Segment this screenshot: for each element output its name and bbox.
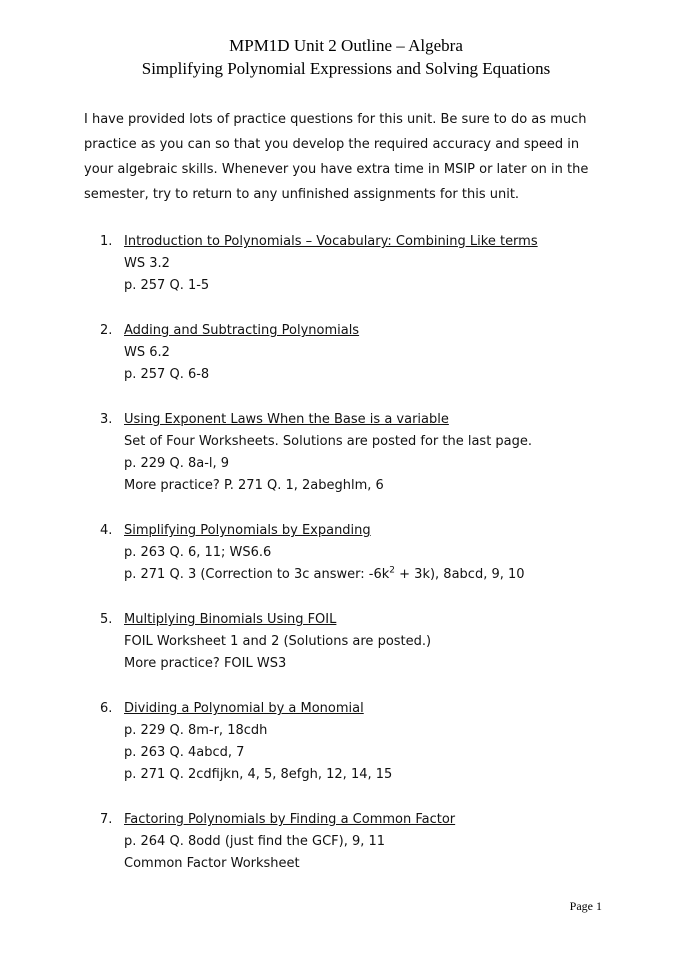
outline-item xyxy=(100,698,608,786)
item-number: 5. xyxy=(100,612,113,627)
item-content xyxy=(124,231,608,297)
item-line: p. 263 Q. 4abcd, 7 xyxy=(124,745,245,760)
outline-item xyxy=(100,231,608,297)
item-heading: Factoring Polynomials by Finding a Common Factor xyxy=(124,812,456,827)
item-line: p. 257 Q. 6-8 xyxy=(124,367,210,382)
item-heading: Dividing a Polynomial by a Monomial xyxy=(124,701,364,716)
item-line: p. 229 Q. 8m-r, 18cdh xyxy=(124,723,268,738)
intro-paragraph: I have provided lots of practice questions for this unit. Be sure to do as much practice as you can so that you develop the required accuracy and speed in your algebraic skills. Whenever you have extra time in MSIP or later on in the semester, try to return to any unfinished assignments for this unit. xyxy=(84,112,589,202)
item-number: 1. xyxy=(100,234,113,249)
item-lines xyxy=(124,631,608,675)
title-line-2: Simplifying Polynomial Expressions and Solving Equations xyxy=(141,59,551,78)
outline-item xyxy=(100,320,608,386)
item-content xyxy=(124,520,608,586)
item-line: p. 229 Q. 8a-l, 9 xyxy=(124,456,230,471)
item-lines xyxy=(124,253,608,297)
item-line: Common Factor Worksheet xyxy=(124,856,300,871)
item-content xyxy=(124,409,608,497)
page-footer: Page 1 xyxy=(569,899,602,913)
outline-list xyxy=(100,231,608,875)
item-line: p. 257 Q. 1-5 xyxy=(124,278,210,293)
item-number: 7. xyxy=(100,812,113,827)
outline-item xyxy=(100,520,608,586)
item-content xyxy=(124,609,608,675)
outline-item xyxy=(100,609,608,675)
item-heading: Using Exponent Laws When the Base is a variable xyxy=(124,412,449,427)
document-title xyxy=(84,34,608,80)
item-line: More practice? P. 271 Q. 1, 2abeghlm, 6 xyxy=(124,478,384,493)
item-heading: Multiplying Binomials Using FOIL xyxy=(124,612,337,627)
item-line: p. 263 Q. 6, 11; WS6.6 xyxy=(124,545,272,560)
item-number: 4. xyxy=(100,523,113,538)
item-lines xyxy=(124,542,608,586)
item-heading: Simplifying Polynomials by Expanding xyxy=(124,523,371,538)
item-line: WS 3.2 xyxy=(124,256,170,271)
outline-item xyxy=(100,809,608,875)
item-line: WS 6.2 xyxy=(124,345,170,360)
outline-item xyxy=(100,409,608,497)
item-number: 3. xyxy=(100,412,113,427)
item-lines xyxy=(124,831,608,875)
item-line: FOIL Worksheet 1 and 2 (Solutions are posted.) xyxy=(124,634,432,649)
item-line: p. 271 Q. 3 (Correction to 3c answer: $-6k^2 + 3k$), 8abcd, 9, 10 xyxy=(124,565,525,582)
item-line: Set of Four Worksheets. Solutions are posted for the last page. xyxy=(124,434,533,449)
item-lines xyxy=(124,720,608,786)
item-number: 6. xyxy=(100,701,113,716)
item-line: p. 271 Q. 2cdfijkn, 4, 5, 8efgh, 12, 14, 15 xyxy=(124,767,393,782)
item-line: p. 264 Q. 8odd (just find the GCF), 9, 11 xyxy=(124,834,386,849)
item-lines xyxy=(124,431,608,497)
item-heading: Adding and Subtracting Polynomials xyxy=(124,323,360,338)
item-content xyxy=(124,320,608,386)
item-number: 2. xyxy=(100,323,113,338)
document-content xyxy=(84,34,608,898)
item-content xyxy=(124,809,608,875)
item-line: More practice? FOIL WS3 xyxy=(124,656,287,671)
item-heading: Introduction to Polynomials – Vocabulary: Combining Like terms xyxy=(124,234,538,249)
item-lines xyxy=(124,342,608,386)
title-line-1: MPM1D Unit 2 Outline – Algebra xyxy=(229,36,463,55)
item-content xyxy=(124,698,608,786)
